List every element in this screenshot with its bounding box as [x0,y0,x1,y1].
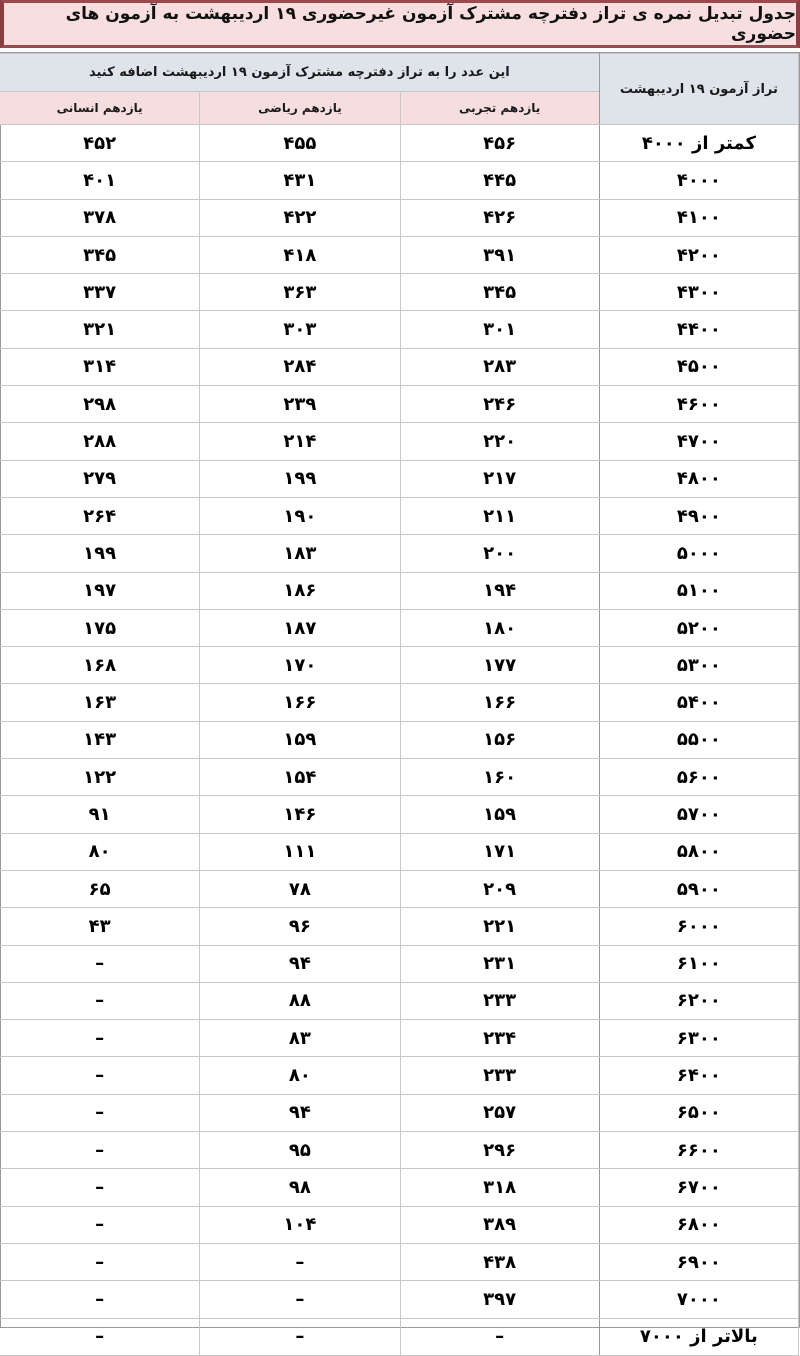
cell-taraz: ۷۰۰۰ [599,1281,798,1318]
cell-riazi: ۱۴۶ [200,796,400,833]
cell-tajrobi: ۱۷۱ [400,833,599,870]
cell-ensani: ۴۳ [0,908,200,945]
cell-ensani: ۱۹۹ [0,535,200,572]
table-row [0,125,799,162]
cell-riazi: ۲۳۹ [200,386,400,423]
cell-riazi: ۷۸ [200,870,400,907]
cell-tajrobi: ۱۵۶ [400,721,599,758]
cell-taraz: ۴۲۰۰ [599,236,798,273]
cell-taraz: ۶۰۰۰ [599,908,798,945]
cell-tajrobi: ۲۳۳ [400,1057,599,1094]
cell-taraz: بالاتر از ۷۰۰۰ [599,1318,798,1355]
cell-riazi: ۲۸۴ [200,348,400,385]
cell-tajrobi: ۲۰۰ [400,535,599,572]
cell-ensani: – [0,1206,200,1243]
table-row [0,833,799,870]
cell-taraz: ۶۶۰۰ [599,1132,798,1169]
cell-tajrobi: ۱۷۷ [400,647,599,684]
cell-riazi: – [200,1281,400,1318]
cell-taraz: ۵۳۰۰ [599,647,798,684]
cell-ensani: – [0,982,200,1019]
title-banner [0,0,800,48]
cell-tajrobi: ۲۳۱ [400,945,599,982]
cell-taraz: ۶۲۰۰ [599,982,798,1019]
header-group: این عدد را به تراز دفترچه مشترک آزمون ۱۹ اردیبهشت اضافه کنید [0,54,599,92]
cell-tajrobi: ۲۹۶ [400,1132,599,1169]
table-row [0,1281,799,1318]
cell-ensani: ۶۵ [0,870,200,907]
table-row [0,945,799,982]
table-row [0,274,799,311]
cell-riazi: ۸۳ [200,1020,400,1057]
table-row [0,460,799,497]
cell-ensani: ۱۷۵ [0,609,200,646]
table-row [0,236,799,273]
table-row [0,497,799,534]
cell-ensani: – [0,945,200,982]
cell-taraz: ۵۰۰۰ [599,535,798,572]
header-taraz: تراز آزمون ۱۹ اردیبهشت [599,54,798,125]
cell-taraz: ۴۹۰۰ [599,497,798,534]
cell-ensani: – [0,1132,200,1169]
cell-ensani: ۱۹۷ [0,572,200,609]
cell-riazi: ۹۸ [200,1169,400,1206]
cell-tajrobi: ۲۲۱ [400,908,599,945]
cell-riazi: ۱۱۱ [200,833,400,870]
cell-ensani: – [0,1057,200,1094]
cell-tajrobi: ۴۴۵ [400,162,599,199]
cell-ensani: – [0,1281,200,1318]
table-row [0,1169,799,1206]
table-row [0,870,799,907]
cell-taraz: ۶۸۰۰ [599,1206,798,1243]
table-row [0,982,799,1019]
cell-riazi: ۱۸۷ [200,609,400,646]
cell-tajrobi: ۳۰۱ [400,311,599,348]
cell-ensani: ۱۶۳ [0,684,200,721]
cell-ensani: ۱۲۲ [0,759,200,796]
cell-tajrobi: ۱۹۴ [400,572,599,609]
cell-taraz: ۶۷۰۰ [599,1169,798,1206]
table-row [0,423,799,460]
cell-tajrobi: ۲۲۰ [400,423,599,460]
cell-tajrobi: ۲۵۷ [400,1094,599,1131]
cell-tajrobi: ۱۵۹ [400,796,599,833]
cell-taraz: ۵۸۰۰ [599,833,798,870]
cell-ensani: ۲۹۸ [0,386,200,423]
cell-riazi: – [200,1318,400,1355]
header-ensani: یازدهم انسانی [0,91,200,124]
cell-riazi: ۴۲۲ [200,199,400,236]
table-row [0,1206,799,1243]
cell-tajrobi: ۳۴۵ [400,274,599,311]
cell-riazi: ۴۵۵ [200,125,400,162]
cell-ensani: ۲۶۴ [0,497,200,534]
header-tajrobi: یازدهم تجربی [400,91,599,124]
cell-taraz: کمتر از ۴۰۰۰ [599,125,798,162]
table-row [0,572,799,609]
cell-taraz: ۴۳۰۰ [599,274,798,311]
table-row [0,908,799,945]
cell-taraz: ۵۹۰۰ [599,870,798,907]
table-row [0,796,799,833]
cell-riazi: ۱۹۰ [200,497,400,534]
table-row [0,386,799,423]
table-row [0,647,799,684]
table-row [0,1020,799,1057]
cell-riazi: ۱۰۴ [200,1206,400,1243]
cell-tajrobi: ۲۳۴ [400,1020,599,1057]
table-row [0,1057,799,1094]
table-row [0,1243,799,1280]
table-row [0,684,799,721]
table-row [0,311,799,348]
cell-taraz: ۵۴۰۰ [599,684,798,721]
cell-taraz: ۵۷۰۰ [599,796,798,833]
cell-ensani: ۳۴۵ [0,236,200,273]
cell-tajrobi: ۲۳۳ [400,982,599,1019]
cell-ensani: ۱۴۳ [0,721,200,758]
page-title: جدول تبدیل نمره ی تراز دفترچه مشترک آزمون غیرحضوری ۱۹ اردیبهشت به آزمون های حضوری [65,4,796,44]
cell-ensani: – [0,1094,200,1131]
cell-riazi: – [200,1243,400,1280]
conversion-table-container [0,52,800,1348]
cell-ensani: ۹۱ [0,796,200,833]
cell-taraz: ۶۴۰۰ [599,1057,798,1094]
cell-ensani: ۸۰ [0,833,200,870]
cell-tajrobi: ۲۰۹ [400,870,599,907]
cell-riazi: ۴۱۸ [200,236,400,273]
cell-taraz: ۶۱۰۰ [599,945,798,982]
cell-ensani: ۴۰۱ [0,162,200,199]
cell-ensani: ۴۵۲ [0,125,200,162]
conversion-table [0,53,799,1356]
cell-ensani: ۳۳۷ [0,274,200,311]
cell-riazi: ۹۴ [200,945,400,982]
cell-riazi: ۸۰ [200,1057,400,1094]
table-row [0,1318,799,1355]
table-row [0,1094,799,1131]
cell-taraz: ۵۵۰۰ [599,721,798,758]
cell-tajrobi: ۲۱۱ [400,497,599,534]
table-row [0,162,799,199]
cell-tajrobi: ۳۱۸ [400,1169,599,1206]
cell-taraz: ۵۲۰۰ [599,609,798,646]
cell-taraz: ۴۱۰۰ [599,199,798,236]
cell-tajrobi: ۴۲۶ [400,199,599,236]
cell-tajrobi: ۲۱۷ [400,460,599,497]
cell-tajrobi: – [400,1318,599,1355]
cell-tajrobi: ۲۸۳ [400,348,599,385]
cell-tajrobi: ۴۳۸ [400,1243,599,1280]
cell-riazi: ۴۳۱ [200,162,400,199]
cell-riazi: ۹۵ [200,1132,400,1169]
cell-ensani: ۲۷۹ [0,460,200,497]
cell-ensani: – [0,1243,200,1280]
cell-taraz: ۶۳۰۰ [599,1020,798,1057]
table-row [0,721,799,758]
cell-ensani: ۳۱۴ [0,348,200,385]
cell-taraz: ۶۹۰۰ [599,1243,798,1280]
table-row [0,609,799,646]
cell-taraz: ۵۱۰۰ [599,572,798,609]
cell-ensani: ۳۲۱ [0,311,200,348]
cell-taraz: ۴۶۰۰ [599,386,798,423]
table-body [0,125,799,1356]
cell-taraz: ۴۰۰۰ [599,162,798,199]
cell-ensani: – [0,1020,200,1057]
table-row [0,759,799,796]
cell-tajrobi: ۱۶۰ [400,759,599,796]
cell-ensani: ۱۶۸ [0,647,200,684]
table-row [0,348,799,385]
cell-riazi: ۸۸ [200,982,400,1019]
cell-riazi: ۱۹۹ [200,460,400,497]
cell-riazi: ۱۵۴ [200,759,400,796]
cell-taraz: ۶۵۰۰ [599,1094,798,1131]
cell-tajrobi: ۴۵۶ [400,125,599,162]
cell-taraz: ۴۴۰۰ [599,311,798,348]
cell-tajrobi: ۲۴۶ [400,386,599,423]
cell-riazi: ۱۸۳ [200,535,400,572]
cell-riazi: ۱۷۰ [200,647,400,684]
cell-tajrobi: ۱۶۶ [400,684,599,721]
cell-tajrobi: ۳۹۱ [400,236,599,273]
cell-taraz: ۴۷۰۰ [599,423,798,460]
cell-riazi: ۹۶ [200,908,400,945]
cell-tajrobi: ۱۸۰ [400,609,599,646]
table-row [0,1132,799,1169]
cell-ensani: ۲۸۸ [0,423,200,460]
cell-riazi: ۹۴ [200,1094,400,1131]
cell-riazi: ۱۸۶ [200,572,400,609]
cell-ensani: – [0,1169,200,1206]
cell-ensani: ۳۷۸ [0,199,200,236]
cell-riazi: ۳۰۳ [200,311,400,348]
header-riazi: یازدهم ریاضی [200,91,400,124]
table-row [0,535,799,572]
cell-taraz: ۵۶۰۰ [599,759,798,796]
cell-tajrobi: ۳۸۹ [400,1206,599,1243]
cell-riazi: ۱۵۹ [200,721,400,758]
cell-tajrobi: ۳۹۷ [400,1281,599,1318]
cell-riazi: ۲۱۴ [200,423,400,460]
table-row [0,199,799,236]
cell-ensani: – [0,1318,200,1355]
cell-taraz: ۴۸۰۰ [599,460,798,497]
cell-riazi: ۱۶۶ [200,684,400,721]
cell-riazi: ۳۶۳ [200,274,400,311]
cell-taraz: ۴۵۰۰ [599,348,798,385]
